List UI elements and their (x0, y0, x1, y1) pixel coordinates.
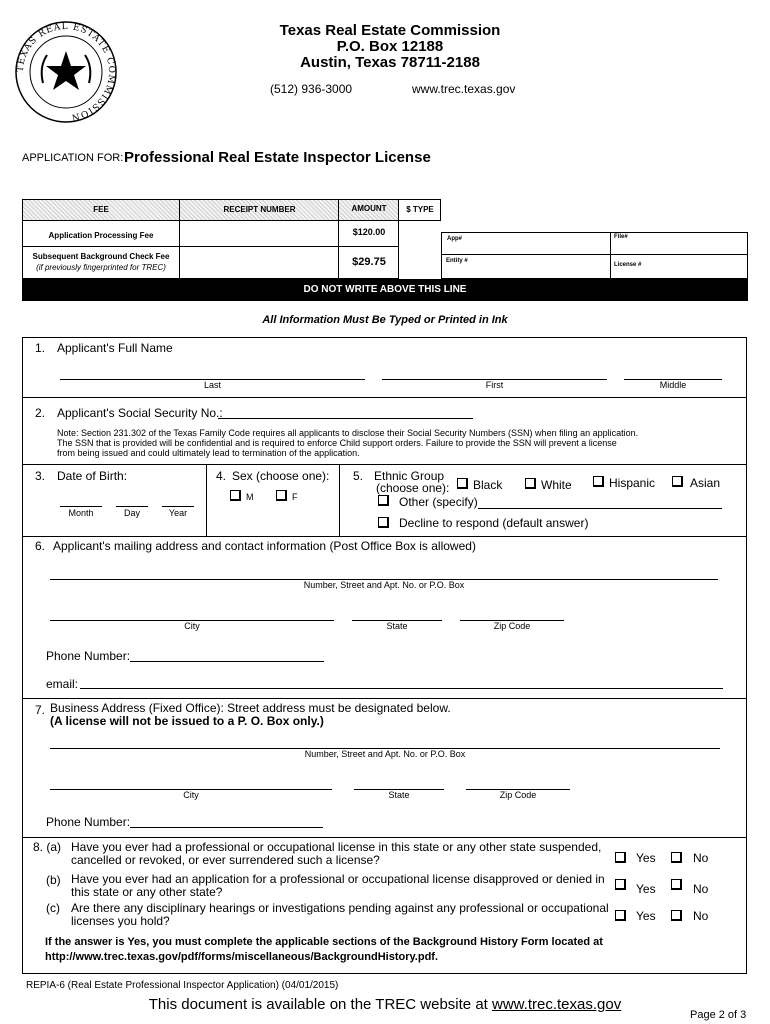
last-caption: Last (203, 380, 221, 390)
background-fee-amount: $29.75 (352, 256, 386, 268)
q6-number: 6. (35, 539, 46, 553)
q8b-line-1: Have you ever had an application for a professional or occupational license disapproved or denied in (71, 872, 605, 886)
dob-day-field[interactable] (116, 506, 148, 507)
fee-header: FEE (93, 205, 109, 214)
q8b-no-checkbox[interactable] (671, 879, 682, 890)
svg-text:TEXAS REAL ESTATE COMMISSION: TEXAS REAL ESTATE COMMISSION (15, 21, 117, 122)
mailing-street-caption: Number, Street and Apt. No. or P.O. Box (303, 580, 465, 590)
email-label: email: (46, 677, 79, 691)
ssn-note-line-3: from being issued and could ultimately lead to termination of the application. (57, 448, 360, 458)
q8b-number: (b) (46, 873, 61, 887)
q8c-yes-label: Yes (636, 909, 656, 923)
license-number-label: License # (614, 262, 642, 268)
q5-sublabel: (choose one): (376, 481, 450, 495)
q8a-yes-checkbox[interactable] (615, 852, 626, 863)
q3-number: 3. (35, 469, 46, 483)
processing-fee-amount: $120.00 (352, 227, 386, 237)
dob-month-field[interactable] (60, 506, 102, 507)
ethnic-hispanic-label: Hispanic (609, 476, 656, 490)
q8a-line-2: cancelled or revoked, or ever surrendered such a license? (71, 853, 380, 867)
trec-seal (13, 19, 119, 125)
application-title: Professional Real Estate Inspector License (124, 149, 431, 166)
q8a-no-label: No (693, 851, 709, 865)
sex-female-checkbox[interactable] (276, 490, 287, 501)
app-number-label: App# (447, 236, 462, 242)
sex-male-label: M (246, 492, 254, 502)
mailing-city-caption: City (184, 621, 200, 631)
receipt-number-field-1[interactable] (180, 221, 339, 247)
seal-icon (13, 19, 119, 125)
ssn-field[interactable] (218, 418, 473, 419)
q8b-yes-label: Yes (636, 882, 656, 896)
dob-year-field[interactable] (162, 506, 194, 507)
q8a-no-checkbox[interactable] (671, 852, 682, 863)
amount-header: AMOUNT (351, 204, 387, 213)
q8c-line-2: licenses you hold? (71, 914, 170, 928)
agency-city: Austin, Texas 78711-2188 (300, 54, 480, 71)
q8c-no-checkbox[interactable] (671, 910, 682, 921)
background-history-note (45, 935, 645, 965)
middle-caption: Middle (659, 380, 687, 390)
ethnic-asian-checkbox[interactable] (672, 476, 683, 487)
q8b-line-2: this state or any other state? (71, 885, 223, 899)
application-for-label: APPLICATION FOR: (22, 152, 124, 164)
q2-label: Applicant's Social Security No.: (57, 406, 223, 420)
file-number-label: File# (614, 234, 628, 240)
q3-label: Date of Birth: (57, 469, 128, 483)
ethnic-black-label: Black (473, 478, 503, 492)
business-phone-label: Phone Number: (46, 815, 131, 829)
sex-male-checkbox[interactable] (230, 490, 241, 501)
ethnic-hispanic-checkbox[interactable] (593, 476, 604, 487)
fee-table (22, 199, 748, 303)
availability-note (0, 996, 770, 1013)
day-caption: Day (123, 508, 140, 518)
ethnic-decline-checkbox[interactable] (378, 517, 389, 528)
trec-website-link[interactable]: www.trec.texas.gov (492, 996, 622, 1013)
q8a-line-1: Have you ever had a professional or occupational license in this state or any other state suspended, (71, 840, 602, 854)
q7-warning: (A license will not be issued to a P. O. Box only.) (50, 714, 324, 728)
background-history-note-text: If the answer is Yes, you must complete the applicable sections of the Background History Form located at (45, 936, 603, 948)
receipt-header: RECEIPT NUMBER (223, 205, 296, 214)
type-header: $ TYPE (406, 205, 434, 214)
receipt-number-field-2[interactable] (180, 247, 339, 279)
sex-female-label: F (292, 492, 298, 502)
ethnic-other-label: Other (specify) (399, 495, 478, 509)
business-zip-caption: Zip Code (499, 790, 537, 800)
ethnic-other-checkbox[interactable] (378, 495, 389, 506)
month-caption: Month (68, 508, 94, 518)
q8b-yes-checkbox[interactable] (615, 879, 626, 890)
q6-label: Applicant's mailing address and contact information (Post Office Box is allowed) (53, 539, 476, 553)
agency-phone: (512) 936-3000 (270, 82, 353, 96)
mailing-phone-field[interactable] (130, 661, 324, 662)
q8c-line-1: Are there any disciplinary hearings or investigations pending against any professional or occupational (71, 901, 609, 915)
q1-number: 1. (35, 341, 46, 355)
page-number: Page 2 of 3 (690, 1009, 747, 1021)
q8a-yes-label: Yes (636, 851, 656, 865)
form-id: REPIA-6 (Real Estate Professional Inspector Application) (04/01/2015) (26, 980, 339, 991)
mailing-state-caption: State (386, 621, 408, 631)
q8a-number: 8. (a) (33, 840, 62, 854)
business-state-caption: State (388, 790, 410, 800)
ethnic-asian-label: Asian (690, 476, 721, 490)
background-history-note-end: . (434, 951, 439, 963)
ethnic-decline-label: Decline to respond (default answer) (399, 516, 589, 530)
q2-number: 2. (35, 406, 46, 420)
mailing-zip-caption: Zip Code (493, 621, 531, 631)
first-caption: First (485, 380, 504, 390)
q8c-number: (c) (46, 901, 60, 915)
q4-label: Sex (choose one): (232, 469, 330, 483)
processing-fee-label: Application Processing Fee (48, 231, 154, 240)
business-street-caption: Number, Street and Apt. No. or P.O. Box (304, 749, 466, 759)
q1-label: Applicant's Full Name (57, 341, 173, 355)
ethnic-white-checkbox[interactable] (525, 478, 536, 489)
business-phone-field[interactable] (130, 827, 323, 828)
background-fee-label: Subsequent Background Check Fee (32, 252, 170, 261)
agency-website[interactable]: www.trec.texas.gov (412, 82, 516, 96)
ethnic-other-specify-field[interactable] (478, 508, 722, 509)
ssn-note-line-2: The SSN that is provided will be confidential and is required to enforce Child support orders. Failure to provide the SSN will prevent a license (57, 438, 617, 448)
q8c-no-label: No (693, 909, 709, 923)
q7-label: Business Address (Fixed Office): Street address must be designated below. (50, 701, 451, 715)
agency-po-box: P.O. Box 12188 (336, 38, 444, 55)
q8b-no-label: No (693, 882, 709, 896)
q5-number: 5. (353, 469, 364, 483)
mailing-phone-label: Phone Number: (46, 649, 131, 663)
business-city-caption: City (183, 790, 199, 800)
ink-instruction: All Information Must Be Typed or Printed in Ink (262, 314, 508, 326)
ethnic-white-label: White (541, 478, 572, 492)
background-history-link[interactable]: http://www.trec.texas.gov/pdf/forms/miscellaneous/BackgroundHistory.pdf (45, 951, 435, 963)
year-caption: Year (168, 508, 188, 518)
email-field[interactable] (80, 688, 723, 689)
ethnic-black-checkbox[interactable] (457, 478, 468, 489)
agency-name: Texas Real Estate Commission (279, 22, 501, 39)
background-fee-note: (if previously fingerprinted for TREC) (36, 263, 166, 272)
entity-number-label: Entity # (446, 258, 468, 264)
q7-number: 7. (35, 703, 46, 717)
ssn-note-line-1: Note: Section 231.302 of the Texas Family Code requires all applicants to disclose their Social Security Numbers (SSN) when filing an application. (57, 428, 639, 438)
q8c-yes-checkbox[interactable] (615, 910, 626, 921)
availability-text: This document is available on the TREC website at (148, 996, 492, 1013)
q5-label: Ethnic Group (374, 469, 445, 483)
office-use-banner: DO NOT WRITE ABOVE THIS LINE (22, 279, 748, 301)
q4-number: 4. (216, 469, 227, 483)
